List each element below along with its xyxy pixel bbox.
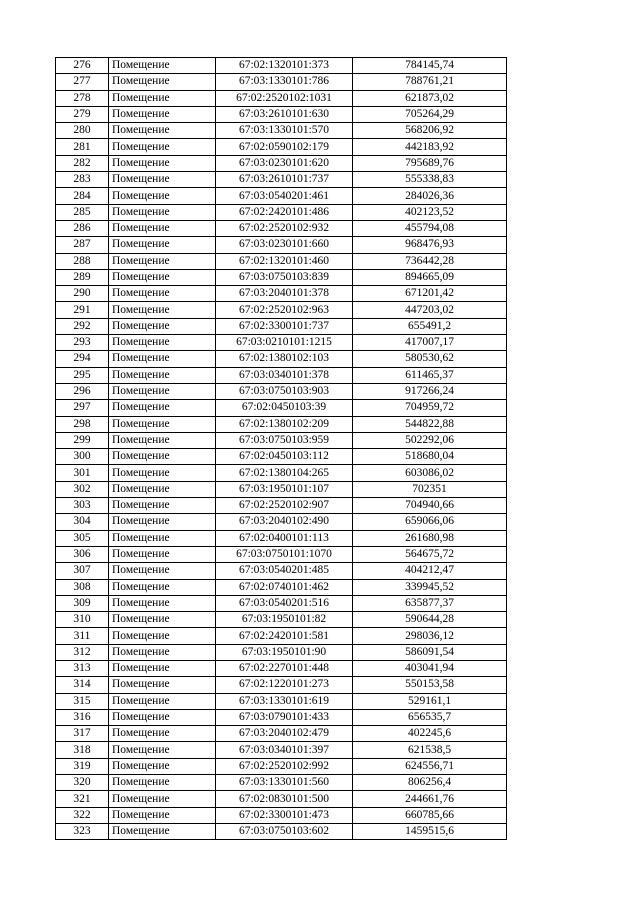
table-row [56, 220, 507, 236]
cadastral-value-cell: 705264,29 [353, 106, 507, 122]
table-row [56, 498, 507, 514]
cadastral-number-cell: 67:03:2040102:490 [216, 514, 353, 530]
row-number-cell: 281 [56, 139, 109, 155]
row-number-cell: 293 [56, 335, 109, 351]
object-type-cell: Помещение [109, 90, 216, 106]
object-type-cell: Помещение [109, 237, 216, 253]
cadastral-value-cell: 298036,12 [353, 628, 507, 644]
cadastral-value-cell: 403041,94 [353, 660, 507, 676]
cadastral-value-cell: 447203,02 [353, 302, 507, 318]
cadastral-value-cell: 702351 [353, 481, 507, 497]
table-row [56, 253, 507, 269]
cadastral-number-cell: 67:03:0540201:516 [216, 595, 353, 611]
object-type-cell: Помещение [109, 155, 216, 171]
row-number-cell: 306 [56, 546, 109, 562]
cadastral-number-cell: 67:02:3300101:737 [216, 318, 353, 334]
cadastral-number-cell: 67:03:0790101:433 [216, 709, 353, 725]
cadastral-number-cell: 67:03:0230101:660 [216, 237, 353, 253]
row-number-cell: 322 [56, 807, 109, 823]
row-number-cell: 301 [56, 465, 109, 481]
table-row [56, 204, 507, 220]
cadastral-value-cell: 568206,92 [353, 123, 507, 139]
object-type-cell: Помещение [109, 644, 216, 660]
object-type-cell: Помещение [109, 498, 216, 514]
object-type-cell: Помещение [109, 709, 216, 725]
table-row [56, 726, 507, 742]
table-row [56, 693, 507, 709]
cadastral-value-cell: 244661,76 [353, 791, 507, 807]
cadastral-value-cell: 894665,09 [353, 269, 507, 285]
row-number-cell: 300 [56, 449, 109, 465]
row-number-cell: 284 [56, 188, 109, 204]
cadastral-number-cell: 67:02:2520102:963 [216, 302, 353, 318]
cadastral-value-cell: 442183,92 [353, 139, 507, 155]
row-number-cell: 317 [56, 726, 109, 742]
cadastral-value-cell: 917266,24 [353, 383, 507, 399]
object-type-cell: Помещение [109, 335, 216, 351]
cadastral-value-cell: 339945,52 [353, 579, 507, 595]
table-row [56, 139, 507, 155]
cadastral-value-cell: 660785,66 [353, 807, 507, 823]
cadastral-value-cell: 402245,6 [353, 726, 507, 742]
document-page [55, 57, 507, 840]
cadastral-number-cell: 67:03:0750103:903 [216, 383, 353, 399]
cadastral-number-cell: 67:02:0450103:112 [216, 449, 353, 465]
cadastral-number-cell: 67:03:0750103:602 [216, 823, 353, 839]
cadastral-value-cell: 502292,06 [353, 432, 507, 448]
object-type-cell: Помещение [109, 726, 216, 742]
cadastral-value-cell: 555338,83 [353, 172, 507, 188]
row-number-cell: 305 [56, 530, 109, 546]
table-row [56, 514, 507, 530]
cadastral-number-cell: 67:02:2520102:907 [216, 498, 353, 514]
cadastral-value-cell: 656535,7 [353, 709, 507, 725]
row-number-cell: 303 [56, 498, 109, 514]
table-row [56, 595, 507, 611]
table-row [56, 286, 507, 302]
cadastral-number-cell: 67:03:0340101:397 [216, 742, 353, 758]
table-row [56, 58, 507, 74]
table-row [56, 90, 507, 106]
cadastral-number-cell: 67:02:1380102:209 [216, 416, 353, 432]
cadastral-number-cell: 67:02:1380104:265 [216, 465, 353, 481]
row-number-cell: 277 [56, 74, 109, 90]
cadastral-number-cell: 67:03:1330101:560 [216, 775, 353, 791]
row-number-cell: 294 [56, 351, 109, 367]
property-table [55, 57, 507, 840]
row-number-cell: 278 [56, 90, 109, 106]
object-type-cell: Помещение [109, 758, 216, 774]
cadastral-number-cell: 67:03:0540201:485 [216, 563, 353, 579]
cadastral-number-cell: 67:02:0450103:39 [216, 400, 353, 416]
table-row [56, 123, 507, 139]
cadastral-number-cell: 67:03:1950101:82 [216, 612, 353, 628]
table-row [56, 269, 507, 285]
object-type-cell: Помещение [109, 204, 216, 220]
cadastral-number-cell: 67:03:0750103:959 [216, 432, 353, 448]
cadastral-number-cell: 67:02:2270101:448 [216, 660, 353, 676]
cadastral-number-cell: 67:03:1950101:107 [216, 481, 353, 497]
table-row [56, 677, 507, 693]
cadastral-number-cell: 67:03:1950101:90 [216, 644, 353, 660]
row-number-cell: 285 [56, 204, 109, 220]
cadastral-value-cell: 417007,17 [353, 335, 507, 351]
object-type-cell: Помещение [109, 807, 216, 823]
cadastral-value-cell: 550153,58 [353, 677, 507, 693]
row-number-cell: 310 [56, 612, 109, 628]
cadastral-value-cell: 404212,47 [353, 563, 507, 579]
table-row [56, 644, 507, 660]
row-number-cell: 320 [56, 775, 109, 791]
object-type-cell: Помещение [109, 123, 216, 139]
row-number-cell: 299 [56, 432, 109, 448]
table-row [56, 612, 507, 628]
object-type-cell: Помещение [109, 188, 216, 204]
object-type-cell: Помещение [109, 367, 216, 383]
object-type-cell: Помещение [109, 628, 216, 644]
cadastral-value-cell: 704959,72 [353, 400, 507, 416]
cadastral-value-cell: 455794,08 [353, 220, 507, 236]
cadastral-value-cell: 261680,98 [353, 530, 507, 546]
table-row [56, 351, 507, 367]
cadastral-number-cell: 67:02:2520102:1031 [216, 90, 353, 106]
cadastral-value-cell: 968476,93 [353, 237, 507, 253]
cadastral-value-cell: 580530,62 [353, 351, 507, 367]
row-number-cell: 315 [56, 693, 109, 709]
object-type-cell: Помещение [109, 481, 216, 497]
row-number-cell: 316 [56, 709, 109, 725]
cadastral-number-cell: 67:02:2520102:932 [216, 220, 353, 236]
cadastral-value-cell: 529161,1 [353, 693, 507, 709]
cadastral-value-cell: 603086,02 [353, 465, 507, 481]
row-number-cell: 308 [56, 579, 109, 595]
cadastral-value-cell: 704940,66 [353, 498, 507, 514]
cadastral-value-cell: 655491,2 [353, 318, 507, 334]
table-row [56, 579, 507, 595]
object-type-cell: Помещение [109, 449, 216, 465]
row-number-cell: 288 [56, 253, 109, 269]
object-type-cell: Помещение [109, 595, 216, 611]
table-row [56, 775, 507, 791]
table-row [56, 530, 507, 546]
row-number-cell: 289 [56, 269, 109, 285]
row-number-cell: 318 [56, 742, 109, 758]
cadastral-number-cell: 67:03:0750101:1070 [216, 546, 353, 562]
object-type-cell: Помещение [109, 563, 216, 579]
row-number-cell: 319 [56, 758, 109, 774]
cadastral-value-cell: 621538,5 [353, 742, 507, 758]
table-row [56, 807, 507, 823]
row-number-cell: 321 [56, 791, 109, 807]
object-type-cell: Помещение [109, 432, 216, 448]
table-row [56, 432, 507, 448]
cadastral-value-cell: 784145,74 [353, 58, 507, 74]
object-type-cell: Помещение [109, 58, 216, 74]
row-number-cell: 276 [56, 58, 109, 74]
table-row [56, 563, 507, 579]
cadastral-number-cell: 67:02:2520102:992 [216, 758, 353, 774]
object-type-cell: Помещение [109, 791, 216, 807]
object-type-cell: Помещение [109, 400, 216, 416]
table-row [56, 237, 507, 253]
table-row [56, 416, 507, 432]
cadastral-value-cell: 1459515,6 [353, 823, 507, 839]
object-type-cell: Помещение [109, 220, 216, 236]
object-type-cell: Помещение [109, 742, 216, 758]
row-number-cell: 282 [56, 155, 109, 171]
table-row [56, 709, 507, 725]
row-number-cell: 297 [56, 400, 109, 416]
cadastral-value-cell: 284026,36 [353, 188, 507, 204]
row-number-cell: 292 [56, 318, 109, 334]
cadastral-value-cell: 736442,28 [353, 253, 507, 269]
object-type-cell: Помещение [109, 579, 216, 595]
table-row [56, 546, 507, 562]
object-type-cell: Помещение [109, 693, 216, 709]
row-number-cell: 304 [56, 514, 109, 530]
table-row [56, 155, 507, 171]
object-type-cell: Помещение [109, 318, 216, 334]
object-type-cell: Помещение [109, 139, 216, 155]
cadastral-value-cell: 806256,4 [353, 775, 507, 791]
cadastral-value-cell: 624556,71 [353, 758, 507, 774]
cadastral-number-cell: 67:03:0210101:1215 [216, 335, 353, 351]
cadastral-number-cell: 67:02:0830101:500 [216, 791, 353, 807]
table-row [56, 758, 507, 774]
table-row [56, 465, 507, 481]
row-number-cell: 311 [56, 628, 109, 644]
table-row [56, 367, 507, 383]
object-type-cell: Помещение [109, 269, 216, 285]
cadastral-number-cell: 67:02:1320101:460 [216, 253, 353, 269]
cadastral-number-cell: 67:03:2040101:378 [216, 286, 353, 302]
cadastral-value-cell: 659066,06 [353, 514, 507, 530]
object-type-cell: Помещение [109, 530, 216, 546]
object-type-cell: Помещение [109, 775, 216, 791]
object-type-cell: Помещение [109, 465, 216, 481]
cadastral-number-cell: 67:03:0750103:839 [216, 269, 353, 285]
cadastral-number-cell: 67:02:0740101:462 [216, 579, 353, 595]
table-row [56, 106, 507, 122]
object-type-cell: Помещение [109, 286, 216, 302]
cadastral-number-cell: 67:02:1320101:373 [216, 58, 353, 74]
table-row [56, 823, 507, 839]
object-type-cell: Помещение [109, 416, 216, 432]
cadastral-value-cell: 590644,28 [353, 612, 507, 628]
table-row [56, 449, 507, 465]
table-row [56, 628, 507, 644]
row-number-cell: 279 [56, 106, 109, 122]
row-number-cell: 295 [56, 367, 109, 383]
cadastral-number-cell: 67:02:2420101:581 [216, 628, 353, 644]
row-number-cell: 290 [56, 286, 109, 302]
table-row [56, 74, 507, 90]
cadastral-number-cell: 67:03:0540201:461 [216, 188, 353, 204]
object-type-cell: Помещение [109, 383, 216, 399]
table-row [56, 318, 507, 334]
cadastral-number-cell: 67:02:1220101:273 [216, 677, 353, 693]
cadastral-number-cell: 67:02:1380102:103 [216, 351, 353, 367]
cadastral-value-cell: 795689,76 [353, 155, 507, 171]
cadastral-value-cell: 635877,37 [353, 595, 507, 611]
object-type-cell: Помещение [109, 351, 216, 367]
object-type-cell: Помещение [109, 302, 216, 318]
table-row [56, 188, 507, 204]
object-type-cell: Помещение [109, 106, 216, 122]
table-row [56, 481, 507, 497]
cadastral-value-cell: 788761,21 [353, 74, 507, 90]
row-number-cell: 309 [56, 595, 109, 611]
cadastral-number-cell: 67:02:2420101:486 [216, 204, 353, 220]
cadastral-number-cell: 67:03:1330101:570 [216, 123, 353, 139]
object-type-cell: Помещение [109, 660, 216, 676]
cadastral-number-cell: 67:03:2610101:630 [216, 106, 353, 122]
table-row [56, 172, 507, 188]
cadastral-value-cell: 586091,54 [353, 644, 507, 660]
row-number-cell: 302 [56, 481, 109, 497]
row-number-cell: 286 [56, 220, 109, 236]
row-number-cell: 313 [56, 660, 109, 676]
row-number-cell: 312 [56, 644, 109, 660]
cadastral-number-cell: 67:02:0590102:179 [216, 139, 353, 155]
cadastral-value-cell: 611465,37 [353, 367, 507, 383]
row-number-cell: 314 [56, 677, 109, 693]
object-type-cell: Помещение [109, 546, 216, 562]
row-number-cell: 291 [56, 302, 109, 318]
row-number-cell: 280 [56, 123, 109, 139]
cadastral-number-cell: 67:03:0230101:620 [216, 155, 353, 171]
table-row [56, 400, 507, 416]
row-number-cell: 287 [56, 237, 109, 253]
object-type-cell: Помещение [109, 677, 216, 693]
object-type-cell: Помещение [109, 612, 216, 628]
table-row [56, 742, 507, 758]
row-number-cell: 307 [56, 563, 109, 579]
row-number-cell: 298 [56, 416, 109, 432]
row-number-cell: 296 [56, 383, 109, 399]
cadastral-value-cell: 671201,42 [353, 286, 507, 302]
cadastral-value-cell: 402123,52 [353, 204, 507, 220]
row-number-cell: 323 [56, 823, 109, 839]
cadastral-value-cell: 518680,04 [353, 449, 507, 465]
table-row [56, 335, 507, 351]
cadastral-number-cell: 67:03:2610101:737 [216, 172, 353, 188]
row-number-cell: 283 [56, 172, 109, 188]
object-type-cell: Помещение [109, 514, 216, 530]
cadastral-value-cell: 564675,72 [353, 546, 507, 562]
cadastral-number-cell: 67:03:0340101:378 [216, 367, 353, 383]
cadastral-number-cell: 67:03:1330101:786 [216, 74, 353, 90]
cadastral-number-cell: 67:03:1330101:619 [216, 693, 353, 709]
property-table-body [56, 58, 507, 840]
cadastral-number-cell: 67:02:0400101:113 [216, 530, 353, 546]
cadastral-value-cell: 544822,88 [353, 416, 507, 432]
table-row [56, 302, 507, 318]
cadastral-number-cell: 67:03:2040102:479 [216, 726, 353, 742]
cadastral-number-cell: 67:02:3300101:473 [216, 807, 353, 823]
object-type-cell: Помещение [109, 823, 216, 839]
table-row [56, 660, 507, 676]
cadastral-value-cell: 621873,02 [353, 90, 507, 106]
table-row [56, 791, 507, 807]
object-type-cell: Помещение [109, 253, 216, 269]
table-row [56, 383, 507, 399]
object-type-cell: Помещение [109, 172, 216, 188]
object-type-cell: Помещение [109, 74, 216, 90]
